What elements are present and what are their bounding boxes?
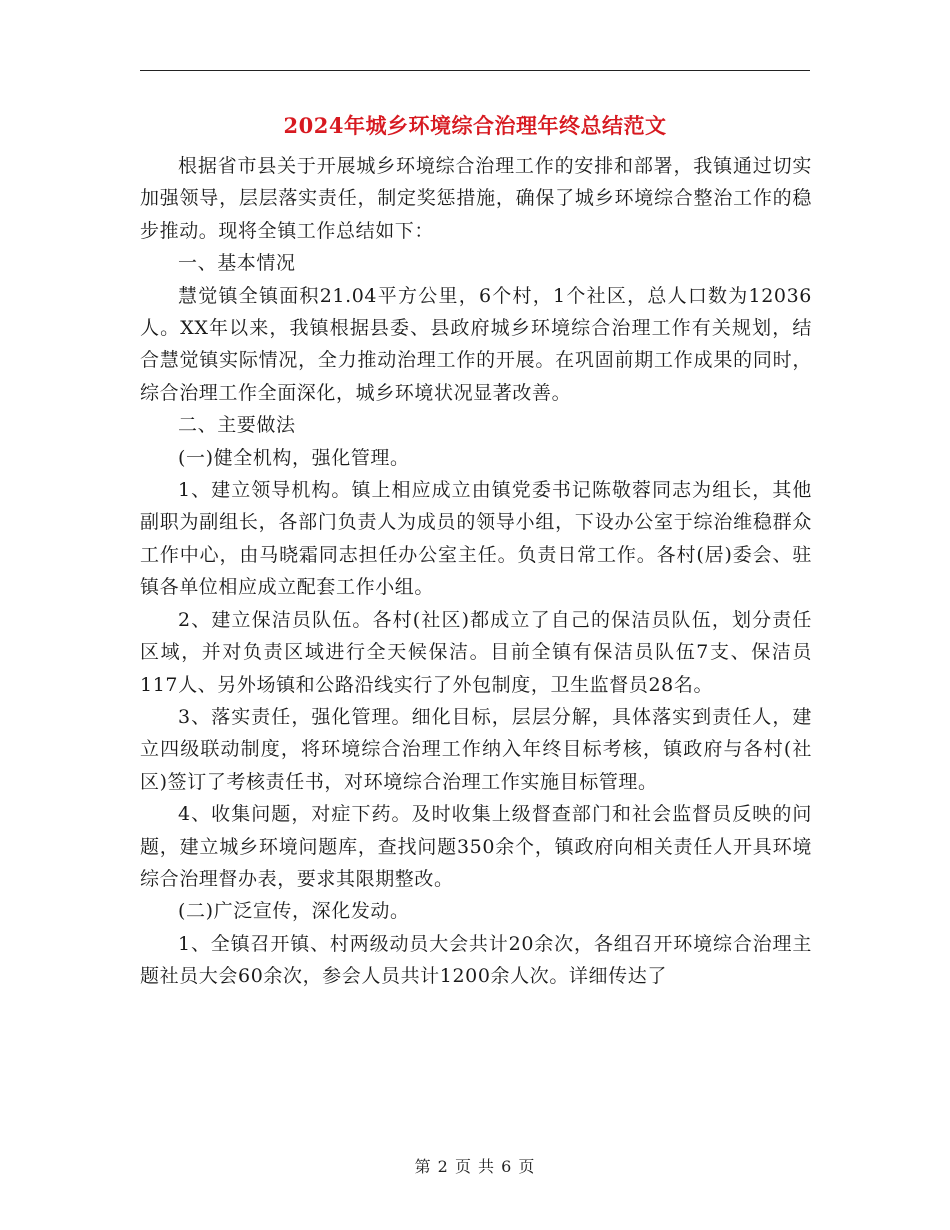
paragraph-meetings: 1、全镇召开镇、村两级动员大会共计20余次，各组召开环境综合治理主题社员大会60余次，参会人员共计1200余人次。详细传达了: [140, 932, 812, 988]
page-footer: [0, 1154, 950, 1177]
paragraph-intro: 根据省市县关于开展城乡环境综合治理工作的安排和部署，我镇通过切实加强领导，层层落实责任，制定奖惩措施，确保了城乡环境综合整治工作的稳步推动。现将全镇工作总结如下：: [140, 155, 812, 242]
page-number: 第 2 页 共 6 页: [414, 1157, 536, 1176]
subheading-organization: (一)健全机构，强化管理。: [178, 446, 410, 469]
document-body: [140, 150, 812, 993]
document-title: 2024年城乡环境综合治理年终总结范文: [283, 113, 667, 138]
paragraph-problems: 4、收集问题，对症下药。及时收集上级督查部门和社会监督员反映的问题，建立城乡环境问题库，查找问题350余个，镇政府向相关责任人开具环境综合治理督办表，要求其限期整改。: [140, 803, 812, 890]
paragraph-responsibility: 3、落实责任，强化管理。细化目标，层层分解，具体落实到责任人，建立四级联动制度，将环境综合治理工作纳入年终目标考核，镇政府与各村(社区)签订了考核责任书，对环境综合治理工作实施目标管理。: [140, 705, 812, 793]
header-rule: [140, 70, 810, 71]
paragraph-cleaners: 2、建立保洁员队伍。各村(社区)都成立了自己的保洁员队伍，划分责任区域，并对负责区域进行全天候保洁。目前全镇有保洁员队伍7支、保洁员117人、另外场镇和公路沿线实行了外包制度，卫生监督员28名。: [140, 608, 812, 696]
paragraph-basic-situation: 慧觉镇全镇面积21.04平方公里，6个村，1个社区，总人口数为12036人。XX年以来，我镇根据县委、县政府城乡环境综合治理工作有关规划，结合慧觉镇实际情况，全力推动治理工作的开展。在巩固前期工作成果的同时，综合治理工作全面深化，城乡环境状况显著改善。: [140, 284, 812, 404]
heading-basic-situation: 一、基本情况: [178, 252, 296, 275]
subheading-publicity: (二)广泛宣传，深化发动。: [178, 900, 410, 923]
heading-main-practices: 二、主要做法: [178, 414, 296, 437]
paragraph-leadership: 1、建立领导机构。镇上相应成立由镇党委书记陈敬蓉同志为组长，其他副职为副组长，各部门负责人为成员的领导小组，下设办公室于综治维稳群众工作中心，由马晓霜同志担任办公室主任。负责日常工作。各村(居)委会、驻镇各单位相应成立配套工作小组。: [140, 479, 812, 599]
